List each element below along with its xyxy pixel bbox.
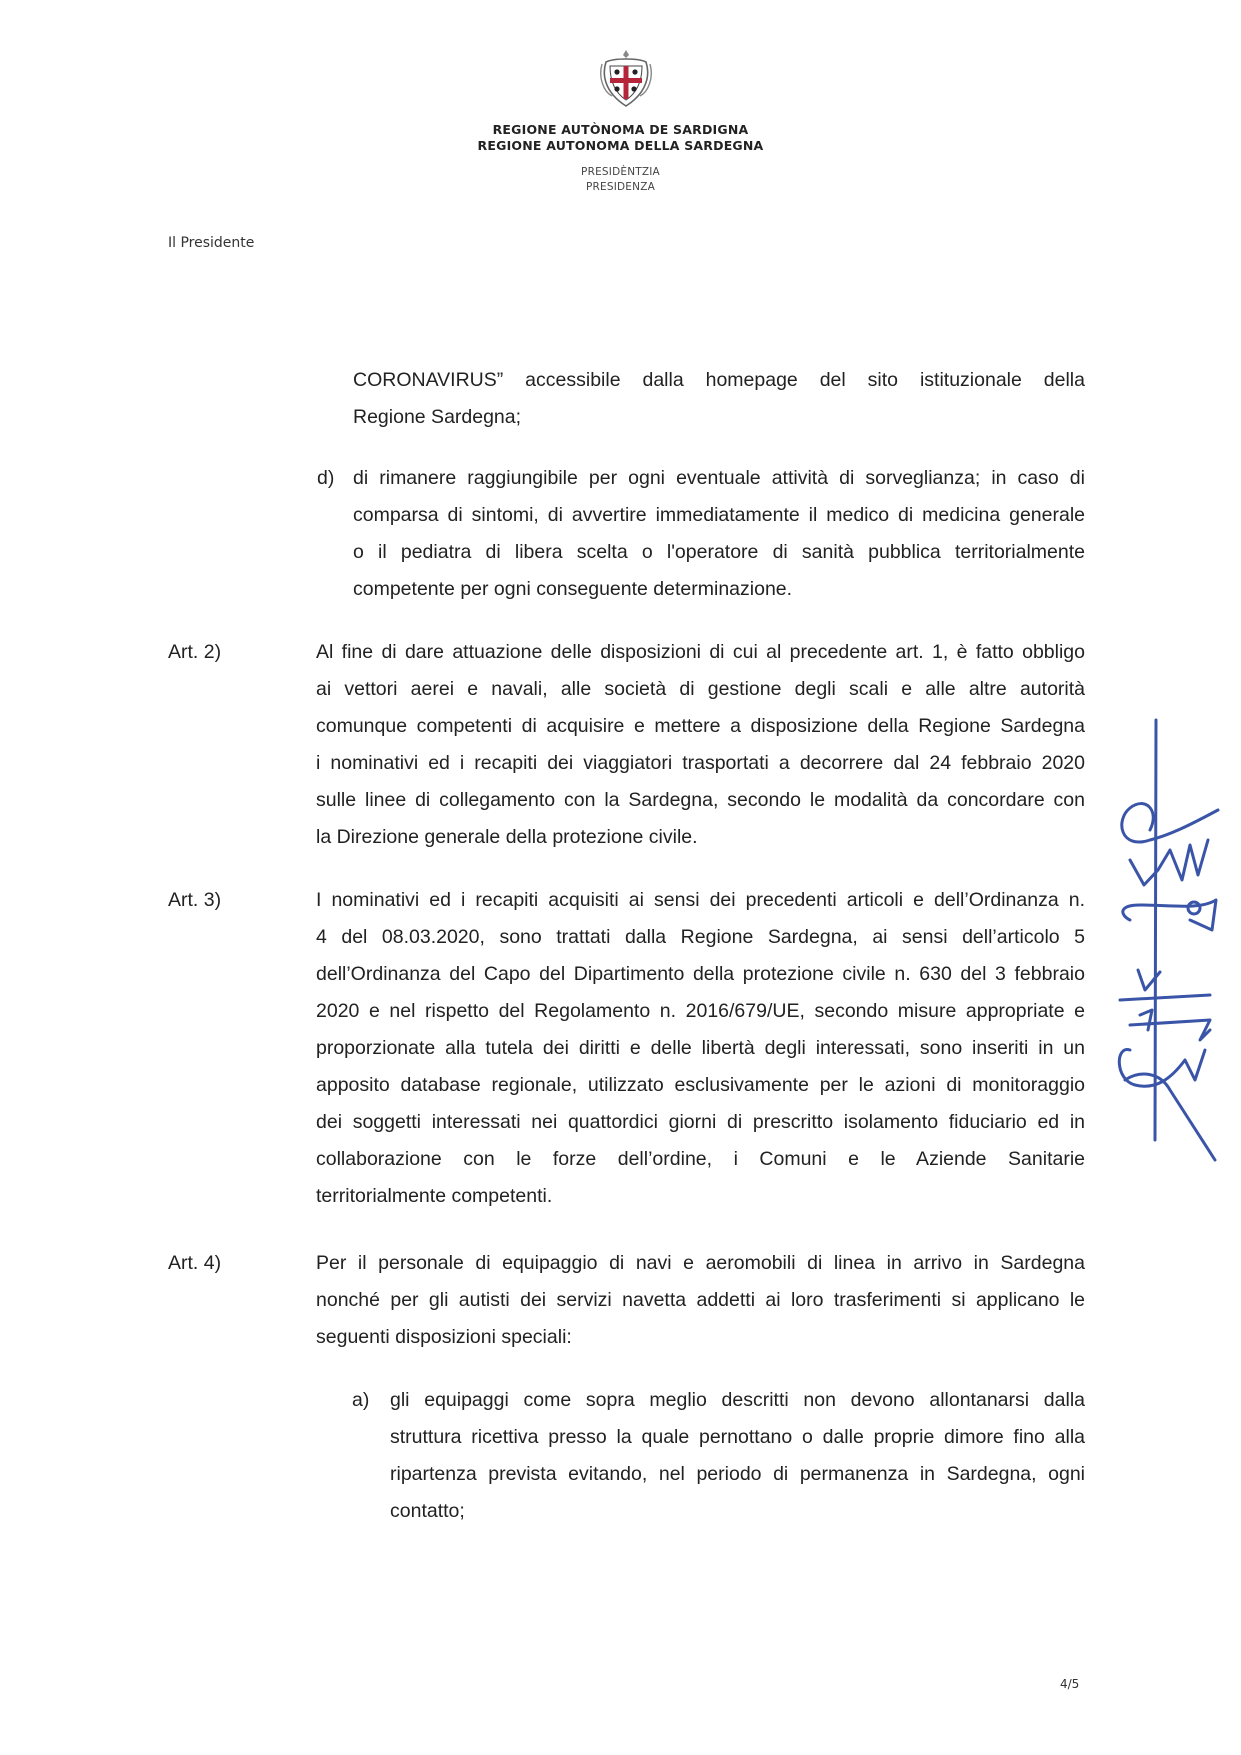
- article-text-line: proporzionate alla tutela dei diritti e delle libertà degli interessati, sono inseriti in un: [316, 1037, 1085, 1059]
- item-d-text-line: di rimanere raggiungibile per ogni eventuale attività di sorveglianza; in caso di: [353, 467, 1085, 489]
- article-text-line: i nominativi ed i recapiti dei viaggiatori trasportati a decorrere dal 24 febbraio 2020: [316, 752, 1085, 774]
- article-text-line: Al fine di dare attuazione delle disposizioni di cui al precedente art. 1, è fatto obbligo: [316, 641, 1085, 663]
- item-a-text-line: struttura ricettiva presso la quale pernottano o dalle proprie dimore fino alla: [390, 1426, 1085, 1448]
- item-d-text-line: o il pediatra di libera scelta o l'operatore di sanità pubblica territorialmente: [353, 541, 1085, 563]
- article-label: Art. 4): [168, 1252, 222, 1274]
- article-text-line: I nominativi ed i recapiti acquisiti ai sensi dei precedenti articoli e dell’Ordinanza n.: [316, 889, 1085, 911]
- item-a-text-line: ripartenza prevista evitando, nel periodo di permanenza in Sardegna, ogni: [390, 1463, 1085, 1485]
- article-text-line: dei soggetti interessati nei quattordici giorni di prescritto isolamento fiduciario ed in: [316, 1111, 1085, 1133]
- article-text-line: 2020 e nel rispetto del Regolamento n. 2016/679/UE, secondo misure appropriate e: [316, 1000, 1085, 1022]
- article-text-line: apposito database regionale, utilizzato esclusivamente per le azioni di monitoraggio: [316, 1074, 1085, 1096]
- list-marker-d: d): [317, 467, 335, 489]
- article-text-line: nonché per gli autisti dei servizi navetta addetti ai loro trasferimenti si applicano le: [316, 1289, 1085, 1311]
- item-d-text-line: competente per ogni conseguente determinazione.: [353, 578, 793, 600]
- article-text-line: collaborazione con le forze dell’ordine, i Comuni e le Aziende Sanitarie: [316, 1148, 1085, 1170]
- article-text-line: dell’Ordinanza del Capo del Dipartimento della protezione civile n. 630 del 3 febbraio: [316, 963, 1085, 985]
- item-d-text-line: comparsa di sintomi, di avvertire immediatamente il medico di medicina generale: [353, 504, 1085, 526]
- item-a-text-line: gli equipaggi come sopra meglio descritti non devono allontanarsi dalla: [390, 1389, 1085, 1411]
- article-text-line: seguenti disposizioni speciali:: [316, 1326, 572, 1348]
- article-text-line: ai vettori aerei e navali, alle società di gestione degli scali e alle altre autorità: [316, 678, 1085, 700]
- article-text-line: comunque competenti di acquisire e mettere a disposizione della Regione Sardegna: [316, 715, 1085, 737]
- continuation-text-line: CORONAVIRUS” accessibile dalla homepage del sito istituzionale della: [353, 369, 1085, 391]
- article-text-line: sulle linee di collegamento con la Sardegna, secondo le modalità da concordare con: [316, 789, 1085, 811]
- header-office-sardinian: PRESIDÈNTZIA: [581, 166, 660, 178]
- sardinia-coat-of-arms-icon: [598, 48, 654, 110]
- continuation-text-line: Regione Sardegna;: [353, 406, 522, 428]
- list-marker-a: a): [352, 1389, 370, 1411]
- header-office-italian: PRESIDENZA: [586, 181, 655, 193]
- article-label: Art. 3): [168, 889, 222, 911]
- header-region-name-italian: REGIONE AUTONOMA DELLA SARDEGNA: [477, 138, 764, 153]
- item-a-text-line: contatto;: [390, 1500, 465, 1522]
- author-label: Il Presidente: [168, 235, 255, 251]
- article-label: Art. 2): [168, 641, 222, 663]
- article-text-line: 4 del 08.03.2020, sono trattati dalla Regione Sardegna, ai sensi dell’articolo 5: [316, 926, 1085, 948]
- article-text-line: territorialmente competenti.: [316, 1185, 553, 1207]
- page-number: 4/5: [1060, 1677, 1080, 1691]
- header-region-name-sardinian: REGIONE AUTÒNOMA DE SARDIGNA: [492, 122, 749, 137]
- handwritten-signature-icon: [1100, 700, 1230, 1170]
- article-text-line: la Direzione generale della protezione civile.: [316, 826, 698, 848]
- article-text-line: Per il personale di equipaggio di navi e aeromobili di linea in arrivo in Sardegna: [316, 1252, 1085, 1274]
